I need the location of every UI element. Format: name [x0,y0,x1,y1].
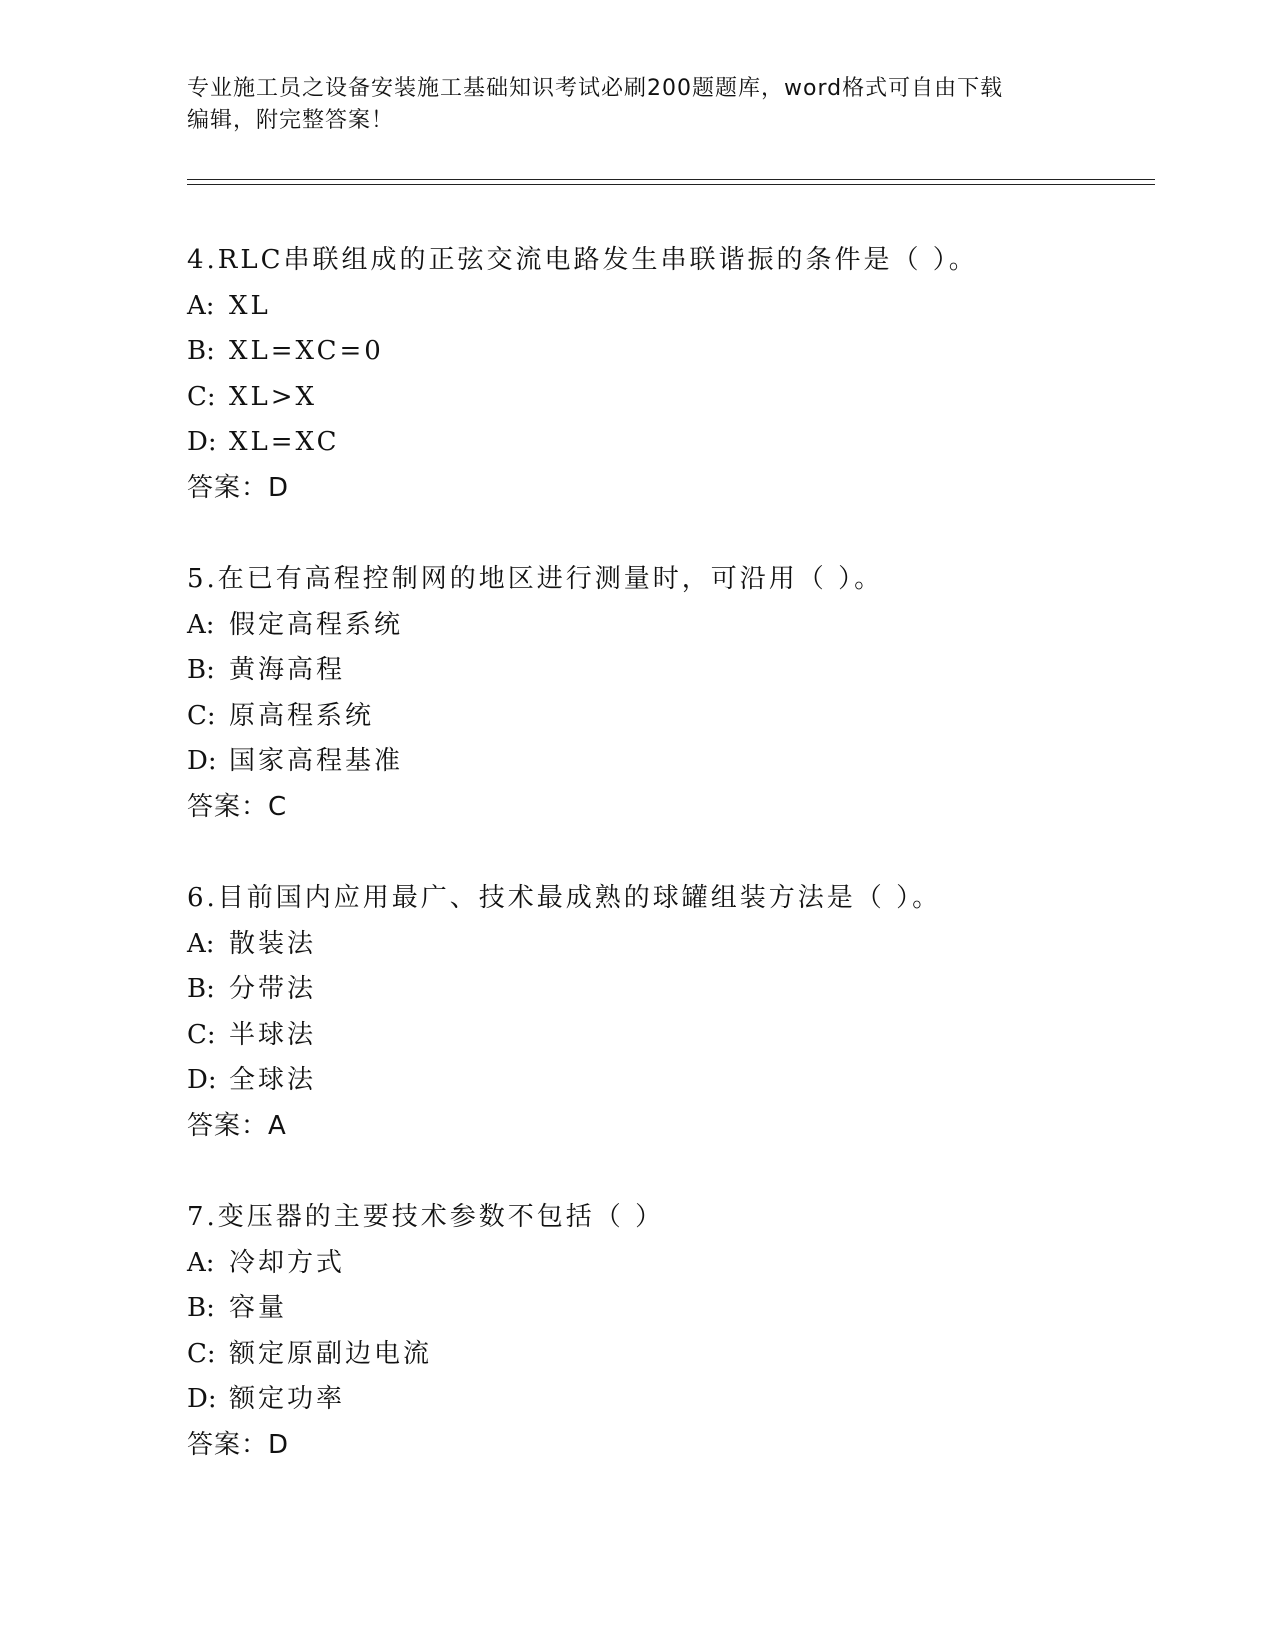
option-label: D: [187,1384,217,1414]
option-text: 额定原副边电流 [229,1338,433,1369]
question-block [187,876,1147,1149]
option-b [187,967,1147,1013]
option-text: 全球法 [229,1065,317,1095]
option-c [187,1013,1147,1059]
option-b [187,1286,1147,1332]
option-text: XL=XC [229,427,340,457]
option-label: A: [187,609,215,640]
option-text: 黄海高程 [229,655,346,685]
answer-line: 答案：A [187,1110,287,1141]
option-a [187,284,1147,330]
option-c [187,1332,1147,1378]
option-text: 原高程系统 [229,700,375,731]
answer-line: 答案：D [187,472,290,503]
option-text: 半球法 [229,1019,317,1050]
document-header [187,73,1087,137]
option-d [187,1058,1147,1104]
option-c [187,694,1147,740]
option-label: B: [187,655,215,685]
question-block [187,238,1147,511]
option-label: C: [187,1019,216,1050]
option-b [187,648,1147,694]
header-title-line-1: 专业施工员之设备安装施工基础知识考试必刷200题题库，word格式可自由下载 [187,76,1004,101]
option-text: 假定高程系统 [229,609,404,640]
option-text: XL [229,290,271,321]
option-d [187,739,1147,785]
question-block [187,1195,1147,1468]
option-label: D: [187,427,217,457]
option-a [187,1241,1147,1287]
option-text: XL>X [229,381,318,412]
question-stem: 7.变压器的主要技术参数不包括（ ） [187,1202,665,1232]
answer-line: 答案：D [187,1429,290,1460]
option-b [187,329,1147,375]
option-label: A: [187,1247,215,1278]
option-text: 冷却方式 [229,1247,346,1278]
option-text: XL=XC=0 [229,336,384,366]
option-a [187,922,1147,968]
header-divider-bottom [187,184,1155,185]
option-text: 国家高程基准 [229,746,404,776]
question-stem: 5.在已有高程控制网的地区进行测量时，可沿用（ ）。 [187,564,884,594]
option-label: C: [187,1338,216,1369]
question-stem: 6.目前国内应用最广、技术最成熟的球罐组装方法是（ ）。 [187,883,942,913]
option-label: C: [187,381,216,412]
option-label: B: [187,1293,215,1323]
option-text: 分带法 [229,974,317,1004]
option-label: A: [187,290,215,321]
option-label: D: [187,746,217,776]
option-label: D: [187,1065,217,1095]
option-d [187,1377,1147,1423]
option-text: 散装法 [229,928,317,959]
option-c [187,375,1147,421]
answer-line: 答案：C [187,791,288,822]
option-text: 额定功率 [229,1384,346,1414]
option-text: 容量 [229,1293,288,1323]
option-label: B: [187,974,215,1004]
option-label: B: [187,336,215,366]
option-a [187,603,1147,649]
option-label: A: [187,928,215,959]
option-d [187,420,1147,466]
header-title-line-2: 编辑，附完整答案！ [187,108,395,133]
question-stem: 4.RLC串联组成的正弦交流电路发生串联谐振的条件是（ ）。 [187,245,978,275]
header-divider-top [187,179,1155,180]
option-label: C: [187,700,216,731]
question-block [187,557,1147,830]
